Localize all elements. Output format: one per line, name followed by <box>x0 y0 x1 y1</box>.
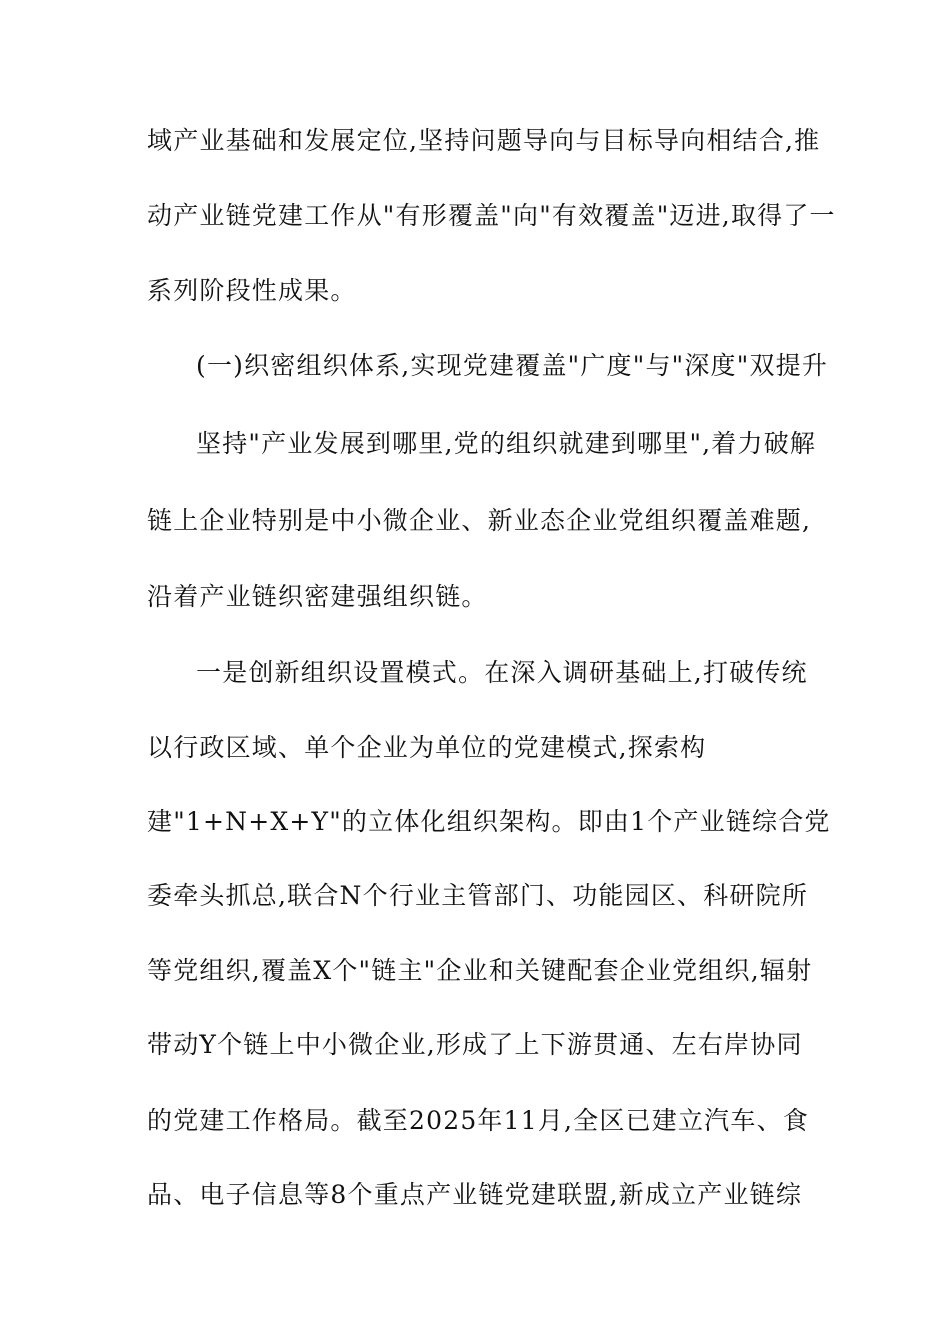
text-line-1: 域产业基础和发展定位,坚持问题导向与目标导向相结合,推 <box>147 126 821 155</box>
text-line-13: 带动Y个链上中小微企业,形成了上下游贯通、左右岸协同 <box>147 1030 803 1059</box>
text-line-7: 沿着产业链织密建强组织链。 <box>147 582 488 611</box>
text-line-15: 品、电子信息等8个重点产业链党建联盟,新成立产业链综 <box>147 1180 803 1209</box>
text-line-6: 链上企业特别是中小微企业、新业态企业党组织覆盖难题, <box>147 506 812 535</box>
section-heading: (一)织密组织体系,实现党建覆盖"广度"与"深度"双提升 <box>196 351 829 380</box>
text-line-9: 以行政区域、单个企业为单位的党建模式,探索构 <box>147 733 707 762</box>
text-line-14: 的党建工作格局。截至2025年11月,全区已建立汽车、食 <box>147 1106 809 1135</box>
text-line-8: 一是创新组织设置模式。在深入调研基础上,打破传统 <box>196 658 808 687</box>
text-line-11: 委牵头抓总,联合N个行业主管部门、功能园区、科研院所 <box>147 881 809 910</box>
text-line-5: 坚持"产业发展到哪里,党的组织就建到哪里",着力破解 <box>196 429 817 458</box>
text-line-12: 等党组织,覆盖X个"链主"企业和关键配套企业党组织,辐射 <box>147 956 813 985</box>
text-line-10: 建"1+N+X+Y"的立体化组织架构。即由1个产业链综合党 <box>147 807 831 836</box>
text-line-2: 动产业链党建工作从"有形覆盖"向"有效覆盖"迈进,取得了一 <box>147 201 836 230</box>
text-line-3: 系列阶段性成果。 <box>147 276 357 305</box>
